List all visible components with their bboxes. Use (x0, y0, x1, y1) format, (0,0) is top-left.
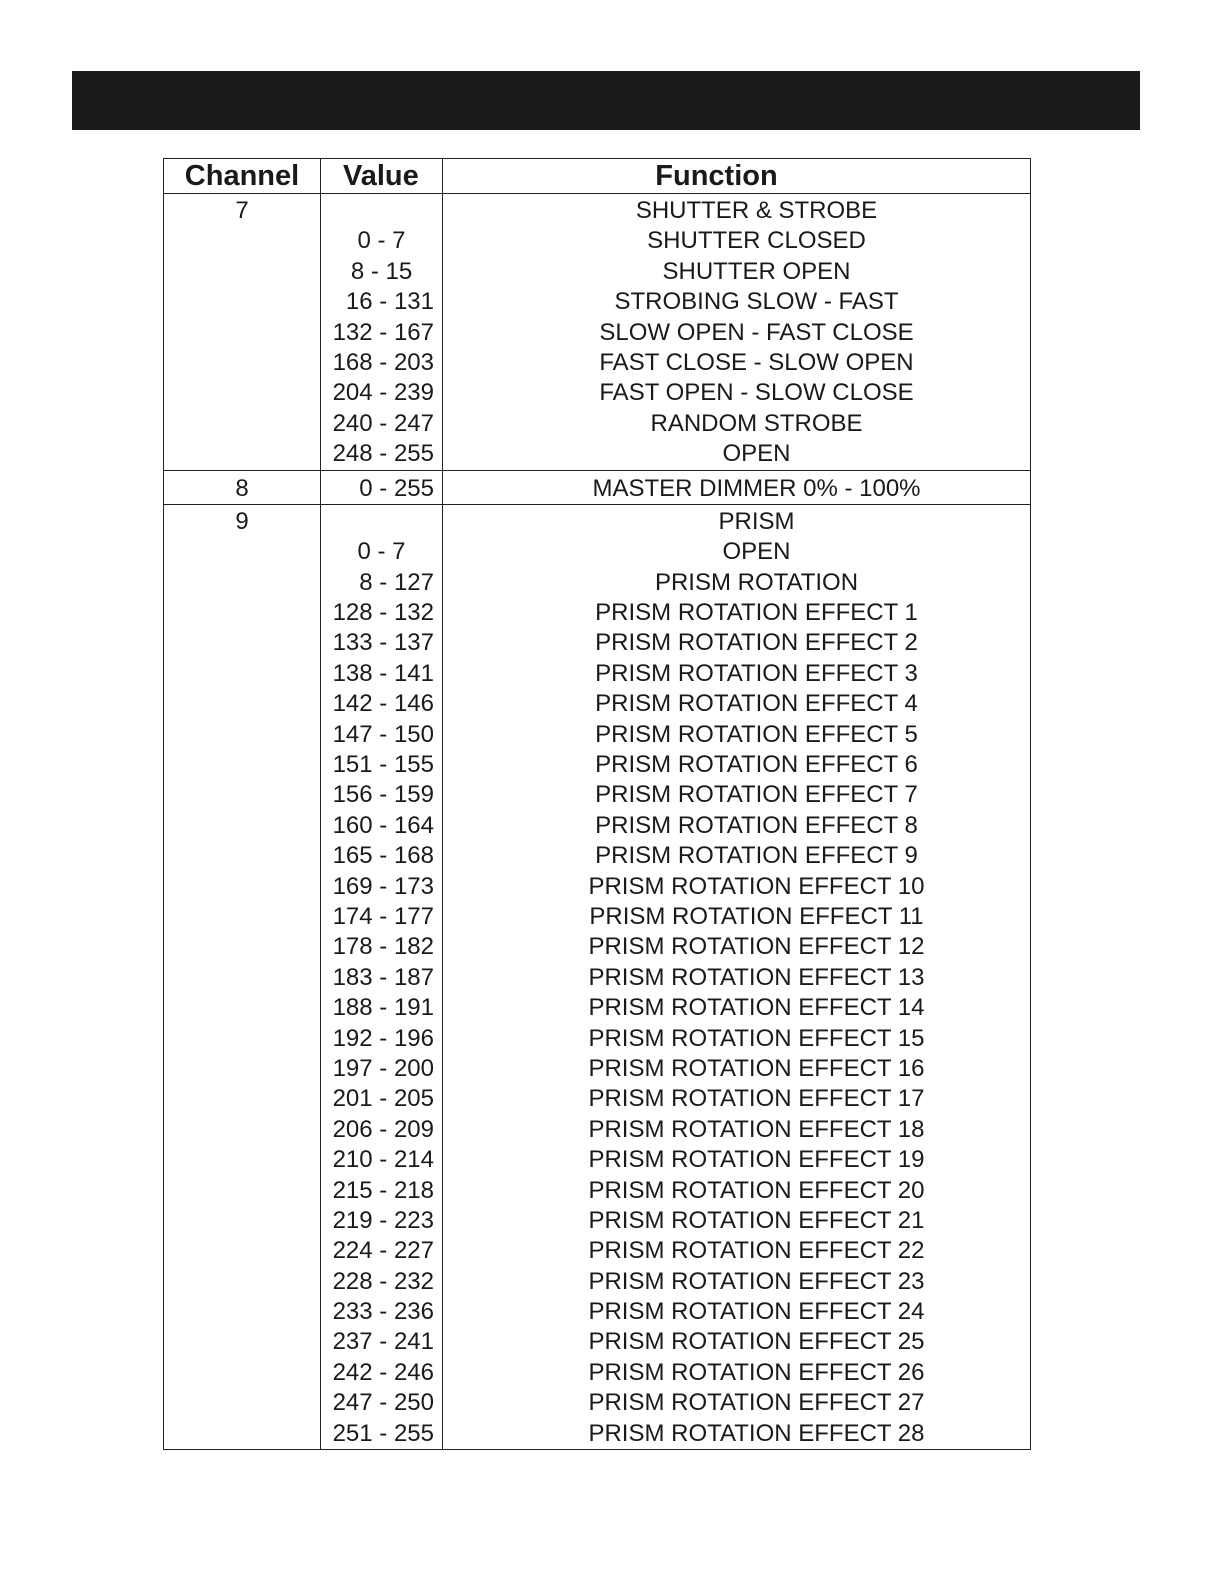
dmx-value-range: 204 - 239 (332, 379, 434, 407)
channel-number: 7 (164, 194, 321, 471)
dmx-value-range: 210 - 214 (332, 1146, 434, 1174)
table-row (164, 470, 1031, 504)
dmx-function: FAST CLOSE - SLOW OPEN (599, 348, 914, 376)
dmx-value-range: 8 - 15 (350, 257, 413, 285)
dmx-value-range: 165 - 168 (332, 842, 434, 870)
dmx-value-range: 183 - 187 (332, 963, 434, 991)
dmx-value-range: 215 - 218 (332, 1176, 434, 1204)
dmx-value-range: 0 - 7 (357, 538, 406, 566)
dmx-function: PRISM ROTATION EFFECT 18 (588, 1115, 925, 1143)
dmx-function: PRISM ROTATION EFFECT 23 (588, 1267, 925, 1295)
dmx-function: SLOW OPEN - FAST CLOSE (599, 318, 914, 346)
table-row (164, 194, 1031, 471)
function-group-title: PRISM (718, 507, 795, 535)
dmx-function: PRISM ROTATION EFFECT 10 (588, 872, 925, 900)
dmx-function: SHUTTER CLOSED (647, 227, 866, 255)
dmx-value-range: 168 - 203 (332, 348, 434, 376)
dmx-value-range: 219 - 223 (332, 1206, 434, 1234)
dmx-function: PRISM ROTATION EFFECT 20 (588, 1176, 925, 1204)
dmx-value-range: 174 - 177 (332, 903, 434, 930)
dmx-value-range: 169 - 173 (332, 872, 434, 900)
dmx-value-range: 247 - 250 (332, 1389, 434, 1417)
dmx-value-range: 242 - 246 (332, 1358, 434, 1386)
dmx-value-range: 240 - 247 (332, 409, 434, 437)
dmx-function: PRISM ROTATION EFFECT 11 (589, 903, 924, 930)
dmx-value-range: 156 - 159 (332, 781, 434, 809)
value-column (321, 504, 443, 1449)
dmx-function: RANDOM STROBE (650, 409, 863, 437)
dmx-value-range: 0 - 7 (357, 227, 406, 255)
dmx-value-range: 197 - 200 (332, 1054, 434, 1082)
dmx-function: STROBING SLOW - FAST (614, 288, 899, 316)
dmx-value-range: 0 - 255 (359, 474, 434, 502)
dmx-value-range: 228 - 232 (332, 1267, 434, 1295)
dmx-function: PRISM ROTATION EFFECT 26 (588, 1358, 925, 1386)
dmx-function: PRISM ROTATION EFFECT 4 (595, 690, 918, 718)
function-column (443, 470, 1031, 504)
dmx-value-range: 192 - 196 (332, 1024, 434, 1052)
dmx-value-range: 128 - 132 (332, 599, 434, 627)
dmx-value-range: 132 - 167 (332, 318, 434, 346)
channel-group-7 (164, 194, 1031, 471)
dmx-function: PRISM ROTATION EFFECT 1 (595, 599, 918, 627)
dmx-function: PRISM ROTATION EFFECT 15 (588, 1024, 925, 1052)
dmx-value-range: 206 - 209 (332, 1115, 434, 1143)
dmx-function: PRISM ROTATION EFFECT 7 (595, 781, 918, 809)
dmx-function: PRISM ROTATION EFFECT 16 (588, 1054, 925, 1082)
dmx-function: PRISM ROTATION EFFECT 8 (595, 811, 918, 839)
dmx-function: PRISM ROTATION EFFECT 27 (588, 1389, 925, 1417)
dmx-function: PRISM ROTATION EFFECT 9 (595, 842, 918, 870)
column-header-function: Function (443, 159, 1031, 194)
dmx-value-range: 237 - 241 (332, 1328, 434, 1356)
dmx-function: PRISM ROTATION EFFECT 6 (595, 751, 918, 779)
dmx-function: PRISM ROTATION EFFECT 22 (588, 1237, 925, 1265)
channel-group-9 (164, 504, 1031, 1449)
channel-number: 8 (164, 470, 321, 504)
dmx-value-range: 178 - 182 (332, 933, 434, 961)
dmx-function: OPEN (722, 440, 791, 468)
value-column (321, 194, 443, 471)
dmx-value-range: 224 - 227 (332, 1237, 434, 1265)
dmx-value-range: 251 - 255 (332, 1419, 434, 1447)
dmx-function: PRISM ROTATION EFFECT 28 (588, 1419, 925, 1447)
dmx-function: SHUTTER OPEN (662, 257, 851, 285)
function-column (443, 194, 1031, 471)
dmx-value-range: 233 - 236 (332, 1298, 434, 1326)
dmx-function: PRISM ROTATION EFFECT 14 (588, 994, 925, 1022)
dmx-channel-table (163, 158, 1031, 1450)
dmx-function: FAST OPEN - SLOW CLOSE (599, 379, 914, 407)
column-header-channel: Channel (164, 159, 321, 194)
dmx-value-range: 133 - 137 (332, 629, 434, 657)
dmx-function: OPEN (722, 538, 791, 566)
dmx-function: PRISM ROTATION EFFECT 13 (588, 963, 925, 991)
dmx-function: PRISM ROTATION EFFECT 5 (595, 720, 918, 748)
dmx-value-range: 138 - 141 (332, 659, 434, 687)
channel-number: 9 (164, 504, 321, 1449)
dmx-function: PRISM ROTATION EFFECT 19 (588, 1146, 925, 1174)
value-column (321, 470, 443, 504)
dmx-function: PRISM ROTATION EFFECT 3 (595, 659, 918, 687)
function-group-title: SHUTTER & STROBE (635, 197, 878, 224)
dmx-value-range: 188 - 191 (332, 994, 434, 1022)
column-header-value: Value (321, 159, 443, 194)
dmx-function: PRISM ROTATION EFFECT 24 (588, 1298, 925, 1326)
dmx-value-range: 147 - 150 (332, 720, 434, 748)
dmx-value-range: 8 - 127 (359, 568, 434, 596)
table-header-row (164, 159, 1031, 194)
dmx-function: MASTER DIMMER 0% - 100% (592, 474, 921, 502)
dmx-value-range: 142 - 146 (332, 690, 434, 718)
dmx-function: PRISM ROTATION EFFECT 2 (595, 629, 918, 657)
table-row (164, 504, 1031, 1449)
dmx-function: PRISM ROTATION EFFECT 21 (588, 1206, 925, 1234)
dmx-function: PRISM ROTATION EFFECT 25 (588, 1328, 925, 1356)
dmx-value-range: 201 - 205 (332, 1085, 434, 1113)
channel-group-8 (164, 470, 1031, 504)
function-column (443, 504, 1031, 1449)
dmx-function: PRISM ROTATION (654, 568, 859, 596)
dmx-value-range: 160 - 164 (332, 811, 434, 839)
dmx-value-range: 248 - 255 (332, 440, 434, 468)
dmx-function: PRISM ROTATION EFFECT 12 (588, 933, 925, 961)
header-bar (72, 71, 1140, 130)
dmx-value-range: 16 - 131 (345, 288, 434, 316)
dmx-value-range: 151 - 155 (332, 751, 434, 779)
dmx-function: PRISM ROTATION EFFECT 17 (588, 1085, 925, 1113)
